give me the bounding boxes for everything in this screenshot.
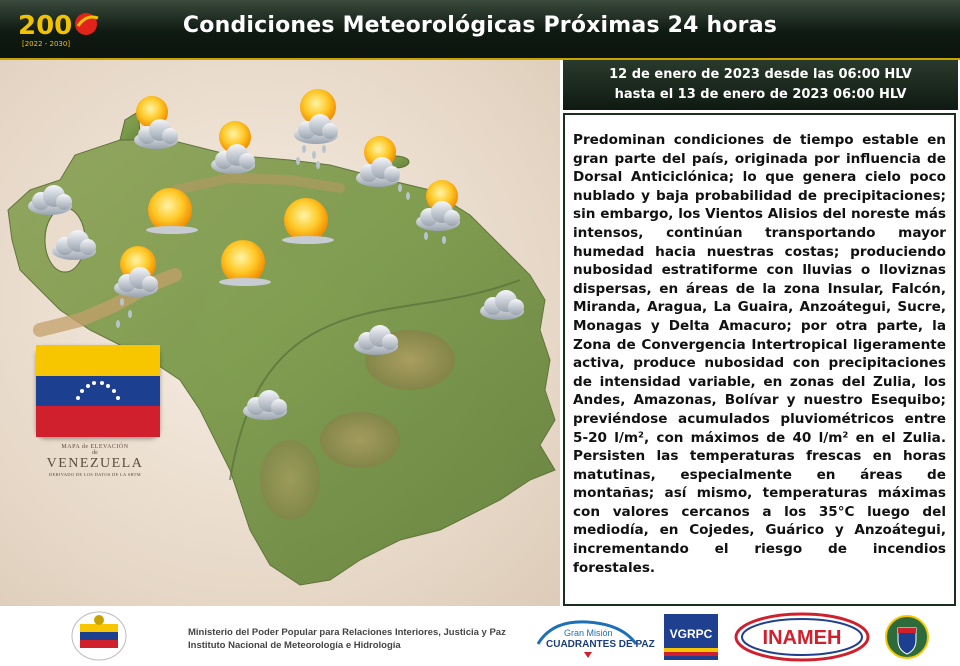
ministry-text: Ministerio del Poder Popular para Relaciones Interiores, Justicia y Paz Instituto Nacional de Meteorología e Hidrología bbox=[188, 627, 506, 651]
forecast-description: Predominan condiciones de tiempo estable en gran parte del país, originada por influencia de Dorsal Anticiclónica; lo que genera cielo poco nublado y baja probabilidad de precipitaciones; sin embargo, los Vientos Alisios del noreste más intensos, continúan transportando mayor humedad hacia nuestras costas; produciendo nubosidad estratiforme con lluvias o lloviznas dispersas, en áreas de la zona Insular, Falcón, Miranda, Aragua, La Guaira, Anzoátegui, Sucre, Monagas y Delta Amacuro; por otra parte, la Zona de Convergencia Intertropical ligeramente activa, produce nubosidad con precipitaciones de intensidad variable, en zonas del Zulia, los Andes, Amazonas, Bolívar y nuestro Esequibo; previéndose acumulados pluviométricos entre 5-20 l/m², con máximos de 40 l/m² en el Zulia. Persisten las temperaturas frescas en horas matutinas, especialmente en áreas de montañas; así mismo, temperaturas máximas con valores cercanos a los 35°C luego del mediodía, en Cojedes, Guárico y Anzoátegui, incrementando el riesgo de incendios forestales. bbox=[573, 132, 946, 576]
forecast-description-box bbox=[563, 113, 956, 606]
validity-period bbox=[563, 60, 958, 110]
venezuela-flag bbox=[36, 345, 160, 437]
partly-cloudy-icon bbox=[211, 121, 255, 174]
inameh-logo bbox=[734, 612, 870, 662]
header-bar bbox=[0, 0, 960, 60]
svg-text:200: 200 bbox=[18, 11, 73, 41]
svg-text:Gran Misión: Gran Misión bbox=[564, 628, 613, 638]
venezuela-map bbox=[0, 60, 560, 606]
partly-cloudy-icon bbox=[134, 96, 178, 149]
map-caption: MAPA de ELEVACIÓN de VENEZUELA DERIVADO DE LOS DATOS DE LA SRTM bbox=[46, 444, 144, 477]
partly-cloudy-rain-icon bbox=[294, 89, 338, 169]
svg-text:[2022 - 2030]: [2022 - 2030] bbox=[22, 40, 71, 48]
gran-mision-logo bbox=[532, 614, 655, 660]
vgrpc-logo bbox=[664, 614, 718, 660]
svg-text:VGRPC: VGRPC bbox=[669, 627, 713, 641]
validity-line-2: hasta el 13 de enero de 2023 06:00 HLV bbox=[614, 87, 907, 102]
institutional-shield-logo bbox=[884, 614, 930, 660]
svg-text:CUADRANTES DE PAZ: CUADRANTES DE PAZ bbox=[546, 639, 655, 650]
coat-of-arms-logo bbox=[70, 610, 128, 662]
svg-text:INAMEH: INAMEH bbox=[762, 627, 842, 649]
footer bbox=[0, 606, 960, 666]
page-title: Condiciones Meteorológicas Próximas 24 horas bbox=[182, 13, 778, 38]
validity-line-1: 12 de enero de 2023 desde las 06:00 HLV bbox=[609, 67, 912, 82]
